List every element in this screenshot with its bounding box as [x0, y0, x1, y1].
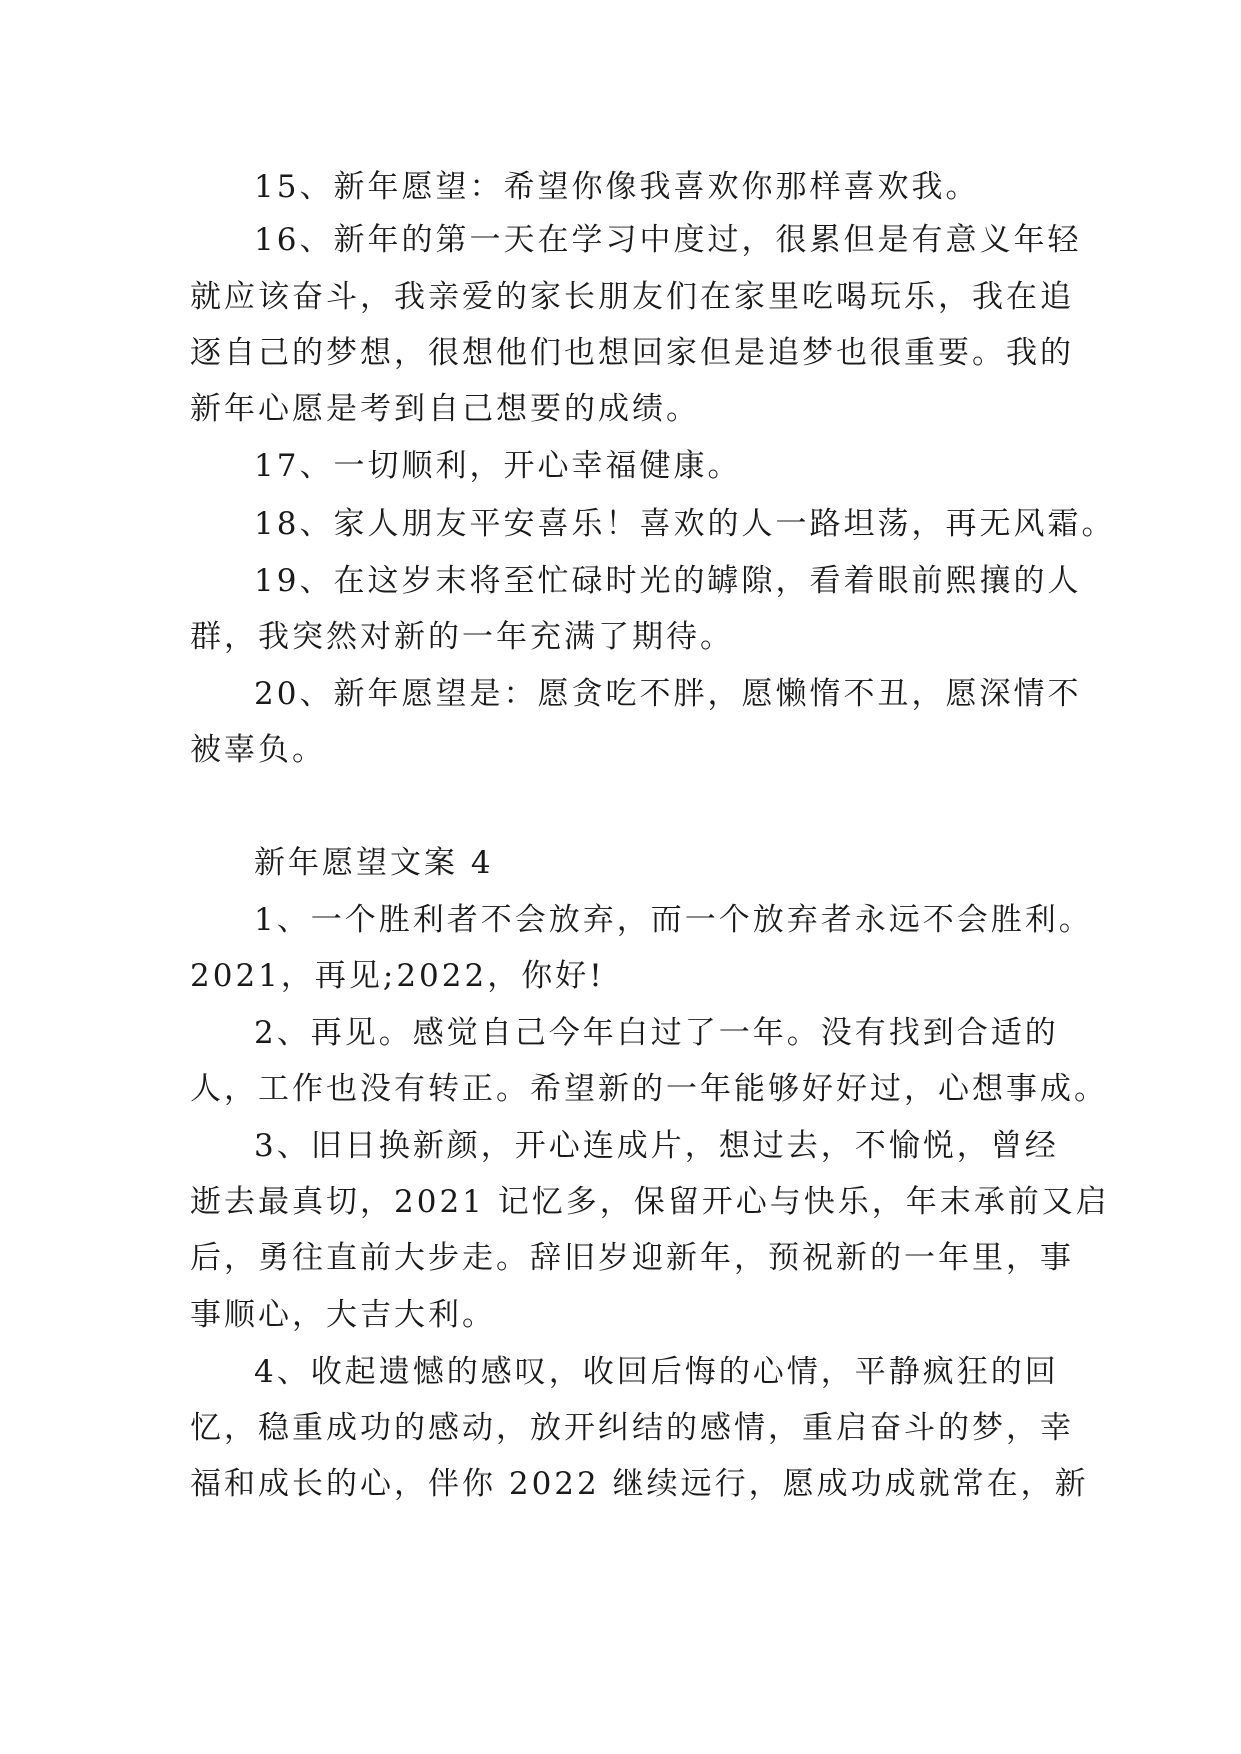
item-2-line-1: 2、再见。感觉自己今年白过了一年。没有找到合适的	[254, 1015, 1059, 1051]
paragraph-19-line-2: 群，我突然对新的一年充满了期待。	[190, 619, 734, 655]
item-3-line-4: 事顺心，大吉大利。	[190, 1297, 496, 1333]
item-4-line-3: 福和成长的心，伴你 2022 继续远行，愿成功成就常在，新	[190, 1466, 1089, 1502]
item-3-line-2: 逝去最真切，2021 记忆多，保留开心与快乐，年末承前又启	[190, 1184, 1110, 1220]
item-1-line-1: 1、一个胜利者不会放弃，而一个放弃者永远不会胜利。	[254, 902, 1093, 938]
paragraph-15-line-1: 15、新年愿望：希望你像我喜欢你那样喜欢我。	[254, 169, 980, 205]
paragraph-20-line-2: 被辜负。	[190, 732, 326, 768]
paragraph-18-line-1: 18、家人朋友平安喜乐！喜欢的人一路坦荡，再无风霜。	[254, 506, 1116, 542]
item-3-line-1: 3、旧日换新颜，开心连成片，想过去，不愉悦，曾经	[254, 1128, 1059, 1164]
paragraph-16-line-4: 新年心愿是考到自己想要的成绩。	[190, 391, 700, 427]
item-1-line-2: 2021，再见;2022，你好!	[190, 958, 605, 994]
paragraph-16-line-1: 16、新年的第一天在学习中度过，很累但是有意义年轻	[254, 222, 1082, 258]
paragraph-16-line-3: 逐自己的梦想，很想他们也想回家但是追梦也很重要。我的	[190, 335, 1074, 371]
paragraph-16-line-2: 就应该奋斗，我亲爱的家长朋友们在家里吃喝玩乐，我在追	[190, 279, 1074, 315]
paragraph-20-line-1: 20、新年愿望是：愿贪吃不胖，愿懒惰不丑，愿深情不	[254, 676, 1082, 712]
item-4-line-2: 忆，稳重成功的感动，放开纠结的感情，重启奋斗的梦，幸	[190, 1410, 1074, 1446]
paragraph-19-line-1: 19、在这岁末将至忙碌时光的罅隙，看着眼前熙攘的人	[254, 563, 1082, 599]
section-heading: 新年愿望文案 4	[254, 845, 494, 881]
item-3-line-3: 后，勇往直前大步走。辞旧岁迎新年，预祝新的一年里，事	[190, 1240, 1074, 1276]
paragraph-17-line-1: 17、一切顺利，开心幸福健康。	[254, 448, 742, 484]
item-4-line-1: 4、收起遗憾的感叹，收回后悔的心情，平静疯狂的回	[254, 1354, 1059, 1390]
item-2-line-2: 人，工作也没有转正。希望新的一年能够好好过，心想事成。	[190, 1071, 1108, 1107]
